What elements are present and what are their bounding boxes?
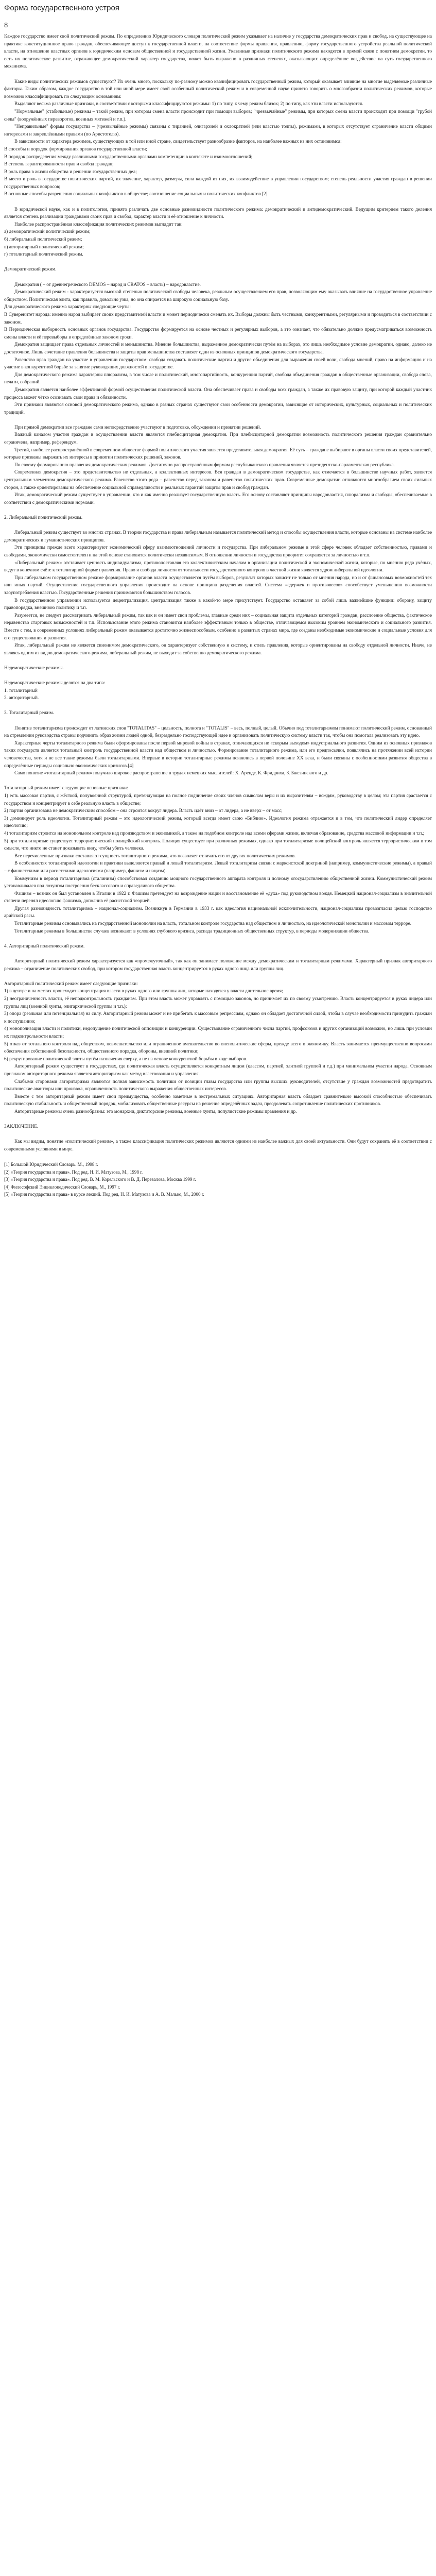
paragraph: Авторитарный режим существует в государствах, где политическая власть осуществляется конкретным лицом (классом, партией, элитной группой и т.д.) при минимальном участии народа. Основным признаком авторитарного режима является авторитаризм как метод властвования и управления. — [4, 1064, 432, 1077]
paragraph: В Суверенитет народа: именно народ выбирает своих представителей власти и может периодически сменять их. Выборы должны быть честными, конкурентными, регулярными и проводиться в соответствии с законом. — [4, 312, 432, 325]
paragraph: 4) монополизация власти и политики, недопущение политической оппозиции и конкуренции. Существование ограниченного числа партий, профсоюзов и других организаций возможно, но лишь при условии их подконтрольности власти; — [4, 1026, 432, 1039]
paragraph: 5) отказ от тотального контроля над обществом, невмешательство или ограниченное вмешательство во внеполитические сферы, прежде всего в экономику. Власть занимается преимущественно вопросами обеспечения собственной безопасности, общественного порядка, обороны, внешней политики; — [4, 1041, 432, 1055]
paragraph: 4. Авторитарный политический режим. — [4, 943, 85, 949]
paragraph: В государственном управлении используется децентрализация, централизация также в какой-то мере присутствует. Государство оставляет за собой лишь важнейшие функции: оборону, защиту правопорядка, внешнюю политику и т.п. — [4, 598, 432, 611]
document-page — [0, 0, 436, 1214]
paragraph: По своему формированию правления демократических режимов. Достаточно распространённым формам республиканского правления является президентско-парламентская республика. — [14, 462, 395, 468]
paragraph: Характерные черты тоталитарного режима были сформированы после первой мировой войны в странах, отличающихся не «скорым выходом» индустриального развития. Одним из основных признаков таких государств является тотальный контроль государственной власти над обществом и личностью. Формирование тоталитарного режима, или его предпосылки, появлялись на протяжении всей истории человечества, хотя и не все такие режимы были тоталитарными. Впервые в истории тоталитарные режимы появились в первой половине XX века, и были связаны с особенностями развития общества в определённые периоды социально-экономических кризисов.[4] — [4, 740, 432, 769]
paragraph: Тоталитарный режим имеет следующие основные признаки: — [4, 786, 128, 791]
paragraph: В юридической науке, как и в политологии, принято различать две основные разновидности политического режима: демократический и антидемократический. Ведущим критерием такого деления является степень реализации гражданами своих прав и свобод, характер власти и её отношение к личности. — [4, 207, 432, 220]
paragraph: Третий, наиболее распространённой в современном обществе формой политического участия является представительная демократия. Её суть – граждане выбирают в органы власти своих представителей, которые призваны выражать их интересы в принятии политических решений, законов. — [4, 447, 432, 461]
paragraph: Фашизм – возник он был установлен в Италии в 1922 г. Фашизм претендует на возрождение нации и восстановление её «духа» под руководством вождя. Немецкий национал-социализм в значительной степени перенял идеологию фашизма, дополнив её расистской теорией. — [4, 891, 432, 904]
paragraph: «Либеральный режим» отстаивает ценность индивидуализма, противопоставляя его коллективистским началам в организации политической и экономической жизни, которые, по мнению ряда учёных, ведут в конечном счёте к тоталитарной форме правления. Право и свобода личности от тотальности государственного контроля в частной жизни является ядром либеральной идеологии. — [4, 560, 432, 573]
paragraph: Авторитарные режимы очень разнообразны: это монархии, диктаторские режимы, военные хунты, популистские режимы правления и др. — [14, 1109, 297, 1114]
paragraph: Понятие тоталитаризма происходит от латинских слов "TOTALITAS" – цельность, полнота и "TOTALIS" – весь, полный, целый. Обычно под тоталитаризмом понимают политический режим, основанный на стремлении руководства страны подчинить образ жизни людей одной, безраздельно господствующей идее и организовать политическую систему власти так, чтобы она помогала реализовать эту идею. — [4, 725, 432, 739]
paragraph: в) авторитарный политический режим; — [4, 244, 84, 250]
paragraph: Демократия защищает права отдельных личностей и меньшинства. Мнение большинства, выраженное демократически путём на выборах, это лишь необходимое условие демократии, однако, далеко не достаточное. Лишь сочетание правления большинства и защиты прав меньшинства составляет одни из основных принципов демократического государства. — [4, 342, 432, 355]
paragraph: 6) рекрутирование политической элиты путём назначения сверху, а не на основе конкурентной борьбы в ходе выборов. — [4, 1056, 248, 1062]
paragraph: 4) тоталитаризм строится на монопольном контроле над производством и экономикой, а также на подобном контроле над всеми сферами жизни, включая образование, средства массовой информации и т.п.; — [4, 831, 425, 836]
page-number: 8 — [4, 21, 8, 29]
paragraph: Коммунизм в период тоталитаризма (сталинизм) способствовал созданию мощного государственного аппарата контроля и полному огосударствлению общественной жизни. Коммунистический режим устанавливался под лозунгом построения бесклассового и справедливого общества. — [4, 876, 432, 889]
paragraph: 2) неограниченность власти, её неподконтрольность гражданам. При этом власть может управлять с помощью законов, но принимает их по своему усмотрению. Власть концентрируется в руках лидера или группы лиц (военной хунты, олигархической группы и т.п.); — [4, 996, 432, 1009]
paragraph: [3] «Теория государства и права». Под ред. В. М. Корельского и В. Д. Перевалова, Москва 1999 г. — [4, 1177, 196, 1182]
paragraph: 5) при тоталитаризме существует террористический полицейский контроль. Полиция существует при различных режимах, однако при тоталитаризме полицейский контроль является террористическим в том смысле, что никто не станет доказывать вину, чтобы убить человека. — [4, 838, 432, 852]
paragraph: 1. тоталитарный — [4, 688, 38, 693]
paragraph: Итак, либеральный режим не является синонимом демократического, он характеризует собственную и систему, и стиль правления, которые ориентированы на свободу отдельной личности. Иначе, не являясь одним из видов демократического режима, либеральный режим, не выходит за собственно демократического режима. — [4, 643, 432, 656]
paragraph: В основные способы разрешения социальных конфликтов в обществе; соотношение социальных и политических конфликтов.[2] — [4, 192, 268, 197]
paragraph: Эти принципы прежде всего характеризуют экономический сферу взаимоотношений личности и государства. При либеральном режиме в этой сфере человек обладает собственностью, правами и свободами, экономически самостоятелен и на этой основе становится политически независимым. В отношении личности и государства приоритет сохраняется за личностью и т.п. — [4, 545, 432, 558]
paragraph: В место и роль в государстве политических партий, их значение, характер, размеры, сила каждой из них, их взаимодействие в управлении государством; степень реальности участия граждан в решении государственных вопросов; — [4, 177, 432, 190]
paragraph: Недемократические режимы. — [4, 665, 64, 671]
paragraph: В степень гарантированности прав и свобод граждан; — [4, 162, 114, 167]
paragraph: Демократический режим. — [4, 267, 57, 273]
paragraph: При либеральном государственном режиме формирование органов власти осуществляется путём выборов, результат которых зависит не только от мнения народа, но и от финансовых возможностей тех или иных партий. Осуществление государственного управления происходит на основе принципа разделения властей. Система «сдержек и противовесов» способствует уменьшению возможности злоупотребления властью. Государственные решения принимаются большинством голосов. — [4, 575, 432, 596]
paragraph: Авторитарный политический режим характеризуется как «промежуточный», так как он занимает положение между демократическим и тоталитарным режимами. Характерный признак авторитарного режима – ограничение политических свобод, при котором государственная власть концентрируется в руках одного лица или группы лиц. — [4, 959, 432, 972]
paragraph: Тоталитарные режимы основывались на государственной монополии на власть, тотальном контроле государства над обществом и личностью, на идеологической монополии и массовом терроре. — [14, 921, 412, 927]
paragraph: а) демократический политический режим; — [4, 229, 91, 235]
paragraph: Равенство прав граждан на участие в управлении государством: свобода создавать политические партии и другие объединения для выражения своей воли, свобода мнений, право на информацию и на участие в конкурентной борьбе за занятие руководящих должностей в государстве. — [4, 357, 432, 370]
paragraph: г) тоталитарный политический режим. — [4, 252, 83, 258]
paragraph: 2. Либеральный политический режим. — [4, 515, 83, 520]
paragraph: В зависимости от характера режимов, существующих в той или иной стране, свидетельствует разнообразие факторов, на наиболее важных из них остановимся: — [14, 139, 342, 145]
paragraph: Каждое государство имеет свой политический режим. По определению Юридического словаря политический режим указывает на наличие у государства демократических прав и свобод, на существующее на практике конституционное право граждан, обеспечивающее доступ к государственной власти, на соответствие формы правления, правлению, форму государственного устройства реальной политической власти, на отношение властных органов к юридическим основам общественной и государственной жизни. Указанные признаки политического режима находятся в прямой связи с понятием демократии, то есть их политическое развитие, отражающее демократический характер государства, может быть выражено в различных степенях, оказывающих определённое воздействие на суть государственного механизма. — [4, 34, 432, 70]
paragraph: Демократия ( – от древнегреческого DEMOS – народ и CRATOS – власть) – народовластие. — [14, 282, 201, 287]
paragraph: Для демократического режима характерны следующие черты: — [4, 304, 131, 310]
paragraph: Современная демократия – это представительство не отдельных, а коллективных интересов. Вся граждан в демократическом государстве, как отмечается в большинстве научных работ, является центральным элементом демократического режима. Равенство этого рода – равенство перед законом и равенство политических прав. Современные демократии отличаются многообразием своих сильных сторон, а также ориентированы на обеспечение социальной справедливости и реальных гарантий защиты прав и свобод граждан. — [4, 470, 432, 490]
paragraph: Демократия является наиболее эффективной формой осуществления политической власти. Она обеспечивает права и свободы всех граждан, а также их правовую защиту, при которой каждый участник процесса может чётко осознавать свои права и обязанности. — [4, 387, 432, 400]
paragraph: "Неправильные" формы государства – (чрезвычайные режимы) связаны с тиранией, олигархией и охлократией (или властью толпы), режимами, в которых отсутствует ограничение власти общими интересами и закреплёнными правами (по Аристотелю). — [4, 124, 432, 137]
paragraph: Вместе с тем авторитарный режим имеет свои преимущества, особенно заметные в экстремальных ситуациях. Авторитарная власть обладает сравнительно высокой способностью обеспечивать политическую стабильность и общественный порядок, мобилизовать общественные ресурсы на решение определённых задач, преодолевать сопротивление политических противников. — [4, 1094, 432, 1107]
paragraph: [1] Большой Юридический Словарь. М., 1998 г. — [4, 1162, 98, 1167]
paragraph: 3) доминирует роль идеологии. Тоталитарный режим – это идеологический режим, который всегда имеет свою «Библию». Идеология режима отражается и в том, что политический лидер определяет идеологию; — [4, 816, 432, 829]
paragraph: Само понятие «тоталитарный режим» получило широкое распространение в трудах немецких мыслителей: Х. Арендт, К. Фридриха, З. Бжезинского и др. — [14, 771, 328, 776]
paragraph: 1) есть массовая партия, с жёсткой, полувоенной структурой, претендующая на полное подчинение своих членов символам веры и их выразителям – вождям, руководству в целом; эта партия срастается с государством и концентрирует в себе реальную власть в обществе; — [4, 793, 432, 806]
paragraph: б) либеральный политический режим; — [4, 237, 82, 243]
paragraph: [2] «Теория государства и права». Под ред. Н. И. Матузова, М., 1998 г. — [4, 1169, 143, 1175]
paragraph: В способы и порядок формирования органов государственной власти; — [4, 146, 147, 152]
document-body — [4, 33, 432, 1198]
paragraph: Все перечисленные признаки составляют сущность тоталитарного режима, что позволяет отличать его от других политических режимов. — [14, 853, 296, 859]
paragraph: [4] Философский Энциклопедический Словарь, М., 1997 г. — [4, 1184, 120, 1190]
paragraph: "Нормальные" (стабильные) режимы – такой режим, при котором смена власти происходит при помощи выборов; "чрезвычайные" режимы, при которых смена власти происходит при помощи "грубой силы" (вооружённых переворотов, военных мятежей и т.п.). — [4, 109, 432, 122]
paragraph: Какие виды политических режимов существуют? Их очень много, поскольку по-разному можно квалифицировать государственный режим, который оказывает влияние на многие выделяемые различные факторы. Таким образом, каждое государство в той или иной мере имеет свой особенный политический режим и в современной науке принято говорить о многообразии политических режимов, которые возможно классифицировать по следующим основаниям: — [4, 79, 432, 99]
paragraph: Как мы видим, понятие «политический режим», а также классификация политических режимов являются одними из наиболее важных для своей актуальности. Они будут сохранять её в соответствии с современными условиями в мире. — [4, 1139, 432, 1152]
paragraph: Либеральный режим существует во многих странах. В теории государства и права либеральным называется политический метод и способы осуществления власти, которые основаны на системе наиболее демократических и гуманистических принципов. — [4, 530, 432, 543]
paragraph: 3) опора (реальная или потенциальная) на силу. Авторитарный режим может и не прибегать к массовым репрессиям, однако он обладает достаточной силой, чтобы в случае необходимости принудить граждан к послушанию; — [4, 1011, 432, 1024]
paragraph: В Периодическая выборность основных органов государства. Государство формируется на основе честных и регулярных выборов, а это означает, что обязательно должно предусматриваться возможность смены власти и её перевыборы в определённые законом сроки. — [4, 327, 432, 340]
paragraph: Для демократического режима характерны плюрализм, в том числе и политический, многопартийность, конкуренция партий, свобода объединения граждан в общественные организации, свобода слова, печати, собраний. — [4, 372, 432, 385]
paragraph: Недемократические режимы делятся на два типа: — [4, 681, 106, 686]
paragraph: Слабыми сторонами авторитаризма являются полная зависимость политики от позиции главы государства или группы высших руководителей, отсутствие у граждан возможностей предотвратить политические авантюры или произвол, ограниченность политического выражения общественных интересов. — [4, 1079, 432, 1092]
paragraph: В порядок распределения между различными государственными органами компетенции в контексте и взаимоотношений; — [4, 154, 253, 160]
paragraph: В роль права в жизни общества и решении государственных дел; — [4, 169, 137, 175]
paragraph: В особенностях тоталитарной идеологии и практики выделяются правый и левый тоталитаризм. Левый тоталитаризм связан с марксистской доктриной (например, коммунистические режимы), а правый – с фашистскими или расистскими идеологиями (например, фашизм и нацизм). — [4, 861, 432, 874]
paragraph: [5] «Теория государства и права» в курсе лекций. Под ред. Н. И. Матузова и А. В. Малько, М., 2000 г. — [4, 1192, 204, 1197]
paragraph: 1) в центре и на местах происходит концентрация власти в руках одного или группы лиц, которые находятся у власти длительное время; — [4, 989, 283, 994]
paragraph: При прямой демократии все граждане сами непосредственно участвуют в подготовке, обсуждении и принятии решений. — [14, 425, 261, 430]
paragraph: Наиболее распространённая классификация политических режимов выглядит так: — [14, 222, 183, 227]
paragraph: Авторитарный политический режим имеет следующие признаки: — [4, 981, 138, 987]
paragraph: Разумеется, не следует рассматривать либеральный режим, так как и он имеет свои проблемы, главные среди них – социальная защита отдельных категорий граждан, расслоение общества, фактическое неравенство стартовых возможностей и т.п. Использование этого режима становится наиболее эффективным только в обществе, отличающемся высоким уровнем экономического и социального развития. Вместе с тем, в современных условиях либеральный режим оказывается достаточно жизнеспособным, особенно в развитых странах мира, где созданы необходимые экономические и социальные условия для его существования и развития. — [4, 613, 432, 641]
paragraph: Выделяют весьма различные признаки, в соответствии с которыми классифицируются режимы: 1) по типу, к чему режим близок; 2) по типу, как эти власти используются. — [14, 101, 363, 107]
page-title: Форма государственного устроя — [4, 4, 119, 12]
paragraph: 2) партия организована не демократическим способом – она строится вокруг лидера. Власть идёт вниз – от лидера, а не вверх – от масс; — [4, 808, 283, 814]
paragraph: 2. авторитарный. — [4, 696, 39, 701]
paragraph: Важный каналом участия граждан в осуществлении власти являются плебисцитарная демократия. При плебисцитарной демократии возможность политического решения граждан сравнительно ограничена, например, референдум. — [4, 432, 432, 446]
paragraph: Итак, демократический режим существует в управлении, кто и как именно реализует государственную власть. Его основу составляют принципы народовластия, плюрализма и свободы, обеспечиваемые в соответствии с демократическими нормами. — [4, 493, 432, 505]
paragraph: Эти признаки являются основой демократического режима, однако в разных странах существуют свои особенности демократии, зависящие от исторических, культурных, социальных и политических традиций. — [4, 402, 432, 415]
paragraph: Тоталитарные режимы в большинстве случаев возникают в условиях глубокого кризиса, распада традиционных общественных структур, в периоды модернизации общества. — [14, 928, 370, 934]
paragraph: Демократический режим - характеризуется высокой степенью политической свободы человека, реальным осуществлением его прав, позволяющим ему оказывать влияние на государственное управление обществом. Политическая элита, как правило, довольно узка, но она опирается на широкую социальную базу. — [4, 290, 432, 302]
paragraph: 3. Тоталитарный режим. — [4, 710, 54, 716]
paragraph: ЗАКЛЮЧЕНИЕ. — [4, 1124, 39, 1130]
paragraph: Другая разновидность тоталитаризма – национал-социализм. Возникнув в Германии в 1933 г. как идеология национальной исключительности, национал-социализм провозгласил целью господство арийской расы. — [4, 906, 432, 919]
